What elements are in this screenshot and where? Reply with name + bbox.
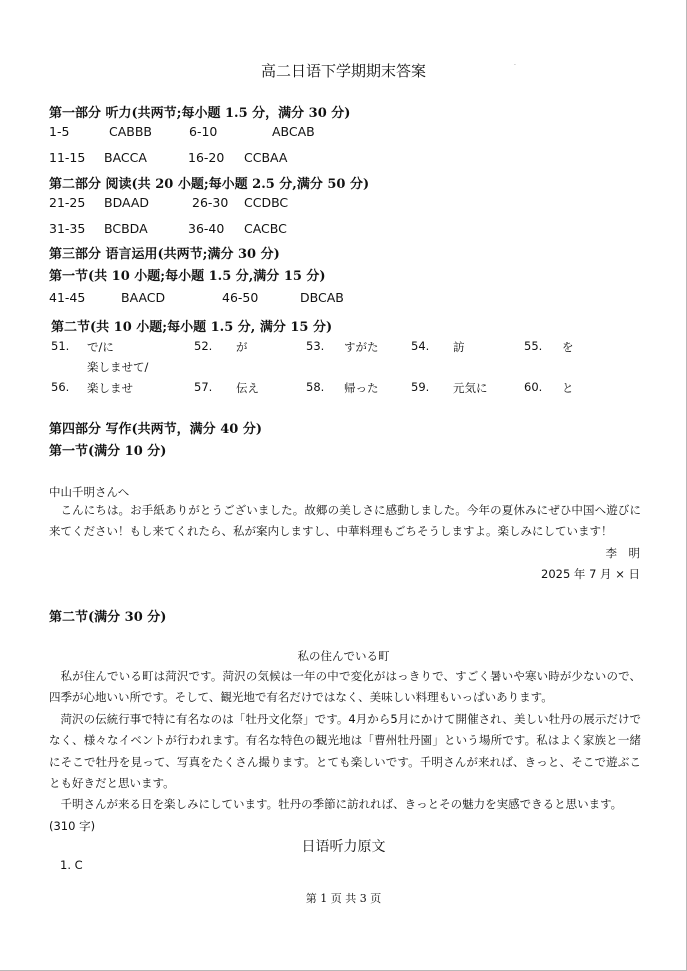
answer-key: CACBC: [244, 221, 287, 236]
letter-body: こんにちは。お手紙ありがとうございました。故郷の美しさに感動しました。今年の夏休みにぜひ中国へ遊びに来てください！もし来てくれたら、私が案内しますし、中華料理もごちそうしますよ。楽しみにしています！: [49, 503, 641, 539]
blank-answer: 伝え: [236, 381, 259, 395]
blank-answer: すがた: [344, 340, 379, 354]
document-title: 高二日语下学期期末答案: [260, 62, 426, 80]
blank-answer: と: [562, 381, 574, 395]
letter-salutation: 中山千明さんへ: [49, 485, 130, 499]
answer-key: CABBB: [109, 124, 153, 139]
answer-key: BAACD: [121, 290, 166, 305]
blank-answer: 元気に: [453, 381, 488, 395]
answer-key: CCDBC: [244, 195, 289, 210]
answer-range: 41-45: [49, 290, 86, 305]
part1-heading: 第一部分 听力(共两节;每小题 1.5 分，满分 30 分): [49, 106, 351, 121]
scan-speck: ·: [514, 62, 516, 69]
part3-section1-heading: 第一节(共 10 小题;每小题 1.5 分,满分 15 分): [49, 269, 326, 284]
essay-paragraph: 菏沢の伝統行事で特に有名なのは「牡丹文化祭」です。4月から5月にかけて開催され、美しい牡丹の展示だけでなく、様々なイベントが行われます。有名な特色の観光地は「曹州牡丹園」という場所です。私はよく家族と一緒にそこで牡丹を見って、写真をたくさん撮ります。とても楽しいです。千明さんが来れば、きっと、そこで遊ぶことも好きだと思います。: [49, 712, 641, 790]
answer-range: 36-40: [188, 221, 225, 236]
blank-number: 57.: [194, 380, 213, 394]
listening-heading: 日语听力原文: [301, 839, 386, 855]
blank-number: 52.: [194, 339, 213, 353]
answer-key: BACCA: [104, 150, 147, 165]
part4-section1-heading: 第一节(满分 10 分): [49, 444, 167, 459]
part4-section2-heading: 第二节(满分 30 分): [49, 610, 167, 625]
answer-range: 46-50: [222, 290, 259, 305]
blank-answer: 帰った: [344, 381, 379, 395]
blank-number: 60.: [524, 380, 543, 394]
essay-title: 私の住んでいる町: [297, 649, 390, 663]
essay-paragraph: 千明さんが来る日を楽しみにしています。牡丹の季節に訪れれば、きっとその魅力を実感できると思います。: [60, 797, 623, 811]
blank-answer: で/に: [87, 340, 114, 354]
answer-range: 16-20: [188, 150, 225, 165]
blank-answer: が: [236, 340, 248, 354]
blank-number: 58.: [306, 380, 325, 394]
page-footer: 第 1 页 共 3 页: [305, 892, 382, 905]
blank-answer: を: [562, 340, 574, 354]
answer-key: BCBDA: [104, 221, 148, 236]
answer-range: 26-30: [192, 195, 229, 210]
answer-range: 21-25: [49, 195, 86, 210]
answer-range: 31-35: [49, 221, 86, 236]
blank-answer: 訪: [453, 340, 465, 354]
essay-paragraph: 私が住んでいる町は菏沢です。菏沢の気候は一年の中で変化がはっきりで、すごく暑いや寒い時が少ないので、四季が心地いい所です。そして、観光地で有名だけではなく、美味しい料理もいっぱいあります。: [49, 669, 641, 705]
answer-range: 11-15: [49, 150, 86, 165]
part4-heading: 第四部分 写作(共两节，满分 40 分): [49, 422, 262, 437]
blank-answer: 楽しませ: [87, 381, 133, 395]
blank-number: 53.: [306, 339, 325, 353]
letter-date: 2025 年 7 月 × 日: [541, 567, 640, 581]
blank-number: 51.: [51, 339, 70, 353]
part3-heading: 第三部分 语言运用(共两节;满分 30 分): [49, 247, 280, 262]
blank-number: 54.: [411, 339, 430, 353]
essay-char-count: (310 字): [49, 819, 96, 833]
answer-key: CCBAA: [244, 150, 288, 165]
answer-range: 6-10: [189, 124, 218, 139]
letter-signature: 李 明: [605, 546, 640, 560]
part3-section2-heading: 第二节(共 10 小题;每小题 1.5 分, 满分 15 分): [51, 320, 333, 335]
blank-number: 55.: [524, 339, 543, 353]
answer-key: ABCAB: [272, 124, 315, 139]
blank-number: 56.: [51, 380, 70, 394]
answer-key: DBCAB: [300, 290, 344, 305]
answer-key: BDAAD: [104, 195, 150, 210]
blank-number: 59.: [411, 380, 430, 394]
blank-answer-alt: 楽しませて/: [87, 360, 149, 374]
listening-item: 1. C: [60, 858, 83, 872]
answer-range: 1-5: [49, 124, 70, 139]
part2-heading: 第二部分 阅读(共 20 小题;每小题 2.5 分,满分 50 分): [49, 177, 370, 192]
